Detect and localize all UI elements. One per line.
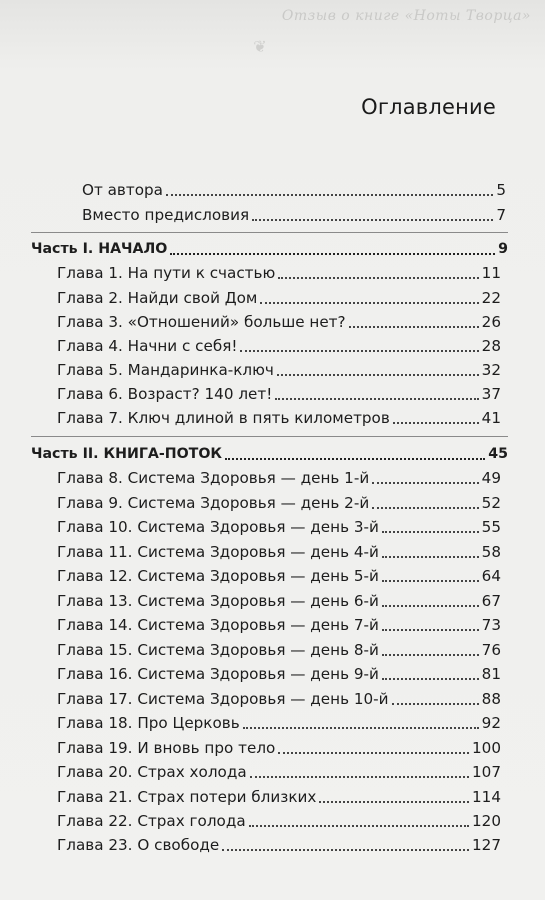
- toc-chapter-label: Глава 3. «Отношений» больше нет?: [57, 313, 346, 331]
- toc-chapter-label: Глава 1. На пути к счастью: [57, 264, 276, 282]
- toc-chapter-page: 28: [481, 337, 501, 355]
- toc-entry-intro: [0, 201, 545, 225]
- toc-chapter: [0, 380, 545, 404]
- toc-chapter-label: Глава 7. Ключ длиной в пять километров: [57, 409, 390, 427]
- leader-dots: [349, 324, 479, 328]
- toc-entry-label: Вместо предисловия: [82, 206, 250, 224]
- toc-chapter-page: 120: [472, 812, 501, 830]
- toc-part-page: 9: [498, 241, 508, 257]
- leader-dots: [392, 701, 479, 705]
- toc-chapter: [0, 259, 545, 283]
- toc-chapter-page: 64: [481, 567, 501, 585]
- toc-chapter: [0, 587, 545, 611]
- leader-dots: [382, 554, 479, 558]
- toc-chapter-label: Глава 16. Система Здоровья — день 9-й: [57, 665, 379, 683]
- toc-chapter-label: Глава 8. Система Здоровья — день 1-й: [57, 469, 370, 487]
- toc-chapter-label: Глава 19. И вновь про тело: [57, 739, 276, 757]
- leader-dots: [249, 823, 469, 827]
- toc-chapter-label: Глава 17. Система Здоровья — день 10-й: [57, 690, 389, 708]
- running-head: Отзыв о книге «Ноты Творца»: [281, 8, 531, 24]
- toc-chapter: [0, 831, 545, 855]
- leader-dots: [382, 578, 479, 582]
- toc-chapter: [0, 464, 545, 488]
- leader-dots: [372, 480, 478, 484]
- toc-chapter-label: Глава 6. Возраст? 140 лет!: [57, 385, 273, 403]
- toc-chapter: [0, 734, 545, 758]
- toc-chapter-page: 37: [481, 385, 501, 403]
- toc-chapter: [0, 685, 545, 709]
- ornament-icon: ❦: [253, 37, 267, 56]
- toc-chapter-label: Глава 14. Система Здоровья — день 7-й: [57, 616, 379, 634]
- toc-part-label: Часть I. НАЧАЛО: [31, 241, 168, 257]
- toc-chapter-page: 92: [481, 714, 501, 732]
- page-title: Оглавление: [361, 95, 496, 119]
- toc-chapter-page: 52: [481, 494, 501, 512]
- toc-entry-page: 5: [496, 181, 506, 199]
- toc-chapter-page: 55: [481, 518, 501, 536]
- toc-part-heading: [0, 235, 545, 259]
- toc-chapter: [0, 356, 545, 380]
- section-divider: [31, 436, 508, 437]
- toc-chapter-page: 41: [481, 409, 501, 427]
- leader-dots: [382, 627, 479, 631]
- toc-chapter: [0, 404, 545, 428]
- leader-dots: [240, 348, 478, 352]
- toc-chapter-page: 11: [481, 264, 501, 282]
- toc-chapter-label: Глава 9. Система Здоровья — день 2-й: [57, 494, 370, 512]
- toc-chapter-page: 32: [481, 361, 501, 379]
- toc-chapter-page: 58: [481, 543, 501, 561]
- toc-chapter-label: Глава 21. Страх потери близких: [57, 788, 317, 806]
- toc-chapter: [0, 783, 545, 807]
- toc-chapter-label: Глава 23. О свободе: [57, 836, 220, 854]
- toc-chapter-page: 114: [472, 788, 501, 806]
- leader-dots: [393, 420, 479, 424]
- toc-chapter: [0, 332, 545, 356]
- leader-dots: [277, 372, 479, 376]
- toc-chapter-page: 73: [481, 616, 501, 634]
- toc-chapter: [0, 807, 545, 831]
- toc-chapter-label: Глава 18. Про Церковь: [57, 714, 240, 732]
- toc-chapter-label: Глава 20. Страх холода: [57, 763, 247, 781]
- toc-chapter-label: Глава 11. Система Здоровья — день 4-й: [57, 543, 379, 561]
- leader-dots: [250, 774, 469, 778]
- toc-chapter-page: 88: [481, 690, 501, 708]
- toc-chapter-page: 26: [481, 313, 501, 331]
- leader-dots: [166, 192, 493, 196]
- toc-entry-label: От автора: [82, 181, 163, 199]
- toc-part-label: Часть II. КНИГА-ПОТОК: [31, 446, 222, 462]
- toc-chapter: [0, 538, 545, 562]
- toc-chapter: [0, 611, 545, 635]
- toc-chapter-label: Глава 13. Система Здоровья — день 6-й: [57, 592, 379, 610]
- leader-dots: [382, 652, 479, 656]
- leader-dots: [260, 300, 478, 304]
- leader-dots: [225, 456, 485, 460]
- leader-dots: [243, 725, 479, 729]
- toc-chapter-page: 49: [481, 469, 501, 487]
- toc-chapter-page: 107: [472, 763, 501, 781]
- toc-chapter-label: Глава 10. Система Здоровья — день 3-й: [57, 518, 379, 536]
- toc-chapter: [0, 489, 545, 513]
- toc-chapter-page: 22: [481, 289, 501, 307]
- leader-dots: [372, 505, 478, 509]
- toc-chapter-page: 76: [481, 641, 501, 659]
- toc-chapter-label: Глава 22. Страх голода: [57, 812, 246, 830]
- leader-dots: [278, 275, 478, 279]
- leader-dots: [319, 799, 469, 803]
- toc-chapter: [0, 660, 545, 684]
- toc-chapter-page: 100: [472, 739, 501, 757]
- toc-chapter: [0, 709, 545, 733]
- toc-chapter-label: Глава 15. Система Здоровья — день 8-й: [57, 641, 379, 659]
- leader-dots: [382, 529, 479, 533]
- toc-chapter-page: 81: [481, 665, 501, 683]
- leader-dots: [275, 396, 478, 400]
- toc-entry-intro: [0, 176, 545, 200]
- leader-dots: [278, 750, 469, 754]
- toc-chapter-label: Глава 5. Мандаринка-ключ: [57, 361, 274, 379]
- leader-dots: [382, 676, 479, 680]
- toc-chapter: [0, 758, 545, 782]
- toc-part-heading: [0, 440, 545, 464]
- toc-part-page: 45: [488, 446, 508, 462]
- toc-chapter-label: Глава 12. Система Здоровья — день 5-й: [57, 567, 379, 585]
- toc-chapter-page: 67: [481, 592, 501, 610]
- toc-chapter: [0, 513, 545, 537]
- leader-dots: [252, 217, 493, 221]
- leader-dots: [170, 251, 495, 255]
- toc-chapter: [0, 284, 545, 308]
- toc-chapter-label: Глава 4. Начни с себя!: [57, 337, 238, 355]
- section-divider: [31, 232, 508, 233]
- toc-entry-page: 7: [496, 206, 506, 224]
- leader-dots: [222, 847, 469, 851]
- toc-chapter: [0, 636, 545, 660]
- toc-chapter: [0, 562, 545, 586]
- toc-chapter-label: Глава 2. Найди свой Дом: [57, 289, 258, 307]
- toc-chapter-page: 127: [472, 836, 501, 854]
- leader-dots: [382, 603, 479, 607]
- toc-chapter: [0, 308, 545, 332]
